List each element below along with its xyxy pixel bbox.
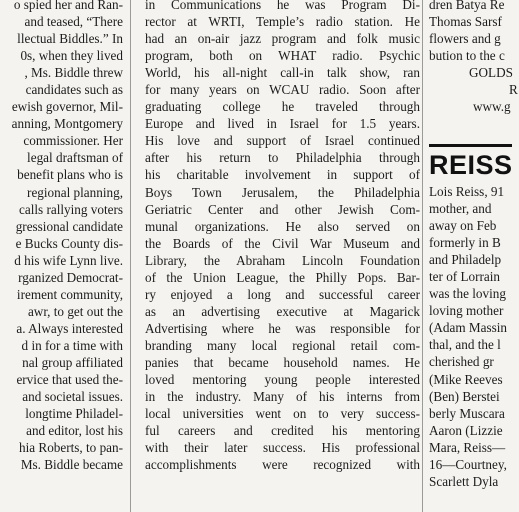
middle-column-line: the Boards of the Civil War Museum and — [145, 235, 420, 251]
left-column-line: commissioner. Her — [23, 133, 123, 149]
right-column-bottom-line: Lois Reiss, 91 — [429, 184, 505, 199]
right-column-top-line: dren Batya Re — [429, 0, 505, 12]
right-column-bottom-line: was the loving — [429, 286, 506, 302]
middle-column-line: program, both on WHAT radio. Psychic — [145, 48, 420, 64]
middle-column-line: panies that became household names. He — [145, 354, 420, 370]
right-column-bottom-line: away on Feb — [429, 218, 497, 234]
right-column-bottom-line: and Philadelp — [429, 252, 502, 268]
middle-column-line: Advertising where he was responsible for — [145, 320, 420, 336]
right-column-bottom-line: 16—Courtney, — [429, 456, 507, 472]
left-column-line: and editor, lost his — [26, 423, 123, 439]
right-column-top — [429, 0, 519, 126]
left-column-line: o spied her and Ran- — [13, 0, 123, 12]
left-column-line: nal group affiliated — [22, 354, 123, 370]
left-column-line: , Ms. Biddle threw — [24, 65, 123, 81]
right-column-bottom-line: Aaron (Lizzie — [429, 422, 503, 438]
middle-column-line: local universities went on to very success- — [145, 406, 420, 422]
left-column-line: llectual Biddles.” In — [17, 31, 123, 47]
middle-column-line: with their later success. His professional — [145, 440, 420, 456]
middle-column-line: World, his all-night call-in talk show, ran — [145, 65, 420, 81]
right-column-bottom-line: Scarlett Dyla — [429, 473, 499, 489]
middle-column-line: His love and support of Israel continued — [145, 133, 420, 149]
middle-column-line: Boys Town Jerusalem, the Philadelphia — [145, 184, 420, 200]
left-column-line: anning, Montgomery — [11, 116, 123, 132]
middle-column-line: graduating college he traveled through — [145, 99, 420, 115]
right-column-bottom-line: thal, and the l — [429, 337, 501, 353]
left-column-line: regional planning, — [27, 184, 123, 200]
left-column-line: irement community, — [16, 286, 123, 302]
right-column-bottom-line: (Adam Massin — [429, 320, 508, 336]
left-column-line: longtime Philadel- — [25, 406, 123, 422]
middle-column-line: ful careers and credited his mentoring — [145, 423, 420, 439]
right-column-top-line: bution to the c — [429, 48, 505, 64]
heading-rule — [429, 144, 512, 147]
left-column-line: ewish governor, Mil- — [11, 99, 123, 115]
right-column-bottom-line: ter of Lorrain — [429, 269, 501, 285]
middle-column-line: Geriatric Center and other Jewish Com- — [145, 201, 420, 217]
right-column-top-line: www.g — [473, 99, 511, 115]
middle-column-line: Library, the Abraham Lincoln Foundation — [145, 252, 420, 268]
middle-column-line: as an advertising executive at Magarick — [145, 303, 420, 319]
left-column-line: a. Always interested — [16, 320, 123, 336]
left-column-line: legal draftsman of — [27, 150, 123, 166]
right-column-bottom-line: (Mike Reeves — [429, 371, 503, 387]
left-column-line: candidates such as — [25, 82, 123, 98]
right-column-bottom-line: (Ben) Berstei — [429, 388, 500, 404]
left-column — [0, 0, 123, 512]
middle-column-line: in the industry. Many of his interns from — [145, 389, 420, 405]
right-column-bottom-line: berly Muscara — [429, 405, 505, 421]
left-column-line: Ms. Biddle became — [20, 457, 123, 473]
middle-column-line: after his return to Philadelphia through — [145, 150, 420, 166]
right-column-bottom-line: cherished gr — [429, 354, 494, 370]
left-column-line: and societal issues. — [22, 389, 123, 405]
left-column-line: gressional candidate — [15, 218, 123, 234]
middle-column-line: his charitable involvement in support of — [145, 167, 420, 183]
left-column-line: benefit plans who is — [17, 167, 123, 183]
middle-column-line: loved mentoring young people interested — [145, 372, 420, 388]
middle-column-line: had an on-air jazz program and folk music — [145, 31, 420, 47]
middle-column-line: accomplishments were recognized with — [145, 457, 420, 473]
middle-column-line: ry enjoyed a long and successful career — [145, 286, 420, 302]
column-rule-right — [422, 0, 423, 512]
right-column-bottom-line: mother, and — [429, 201, 492, 217]
right-column-top-line: R — [509, 82, 518, 98]
middle-column — [145, 0, 420, 512]
left-column-line: d in for a time with — [21, 337, 123, 353]
right-column-top-line: GOLDS — [469, 65, 513, 81]
left-column-line: ervice that used the- — [16, 372, 123, 388]
right-column-top-line: flowers and g — [429, 31, 501, 47]
left-column-line: rganized Democrat- — [18, 269, 123, 285]
column-rule-left — [130, 0, 131, 512]
middle-column-line: branding many local regional retail com- — [145, 337, 420, 353]
obituary-heading-reiss: REISS — [429, 150, 513, 180]
left-column-line: e Bucks County dis- — [15, 235, 123, 251]
left-column-line: hia Roberts, to pan- — [18, 440, 123, 456]
middle-column-line: munal organizations. He also served on — [145, 218, 420, 234]
middle-column-line: Europe and lived in Israel for 1.5 years. — [145, 116, 420, 132]
right-column-bottom — [429, 183, 519, 512]
middle-column-line: of the Union League, the Philly Pops. Bar- — [145, 269, 420, 285]
right-column-bottom-line: Mara, Reiss— — [429, 439, 506, 455]
left-column-line: awr, to get out the — [27, 303, 123, 319]
right-column-bottom-line: loving mother — [429, 303, 504, 319]
left-column-line: 0s, when they lived — [20, 48, 123, 64]
left-column-line: and teased, “There — [24, 14, 123, 30]
right-column-bottom-line: formerly in B — [429, 235, 501, 251]
middle-column-line: for many years on WCAU radio. Soon after — [145, 82, 420, 98]
right-column-top-line: Thomas Sarsf — [429, 14, 502, 30]
middle-column-line: in Communications he was Program Di- — [145, 0, 420, 12]
left-column-line: d his wife Lynn live. — [14, 252, 123, 268]
middle-column-line: rector at WRTI, Temple’s radio station. He — [145, 14, 420, 30]
left-column-line: calls rallying voters — [18, 201, 123, 217]
